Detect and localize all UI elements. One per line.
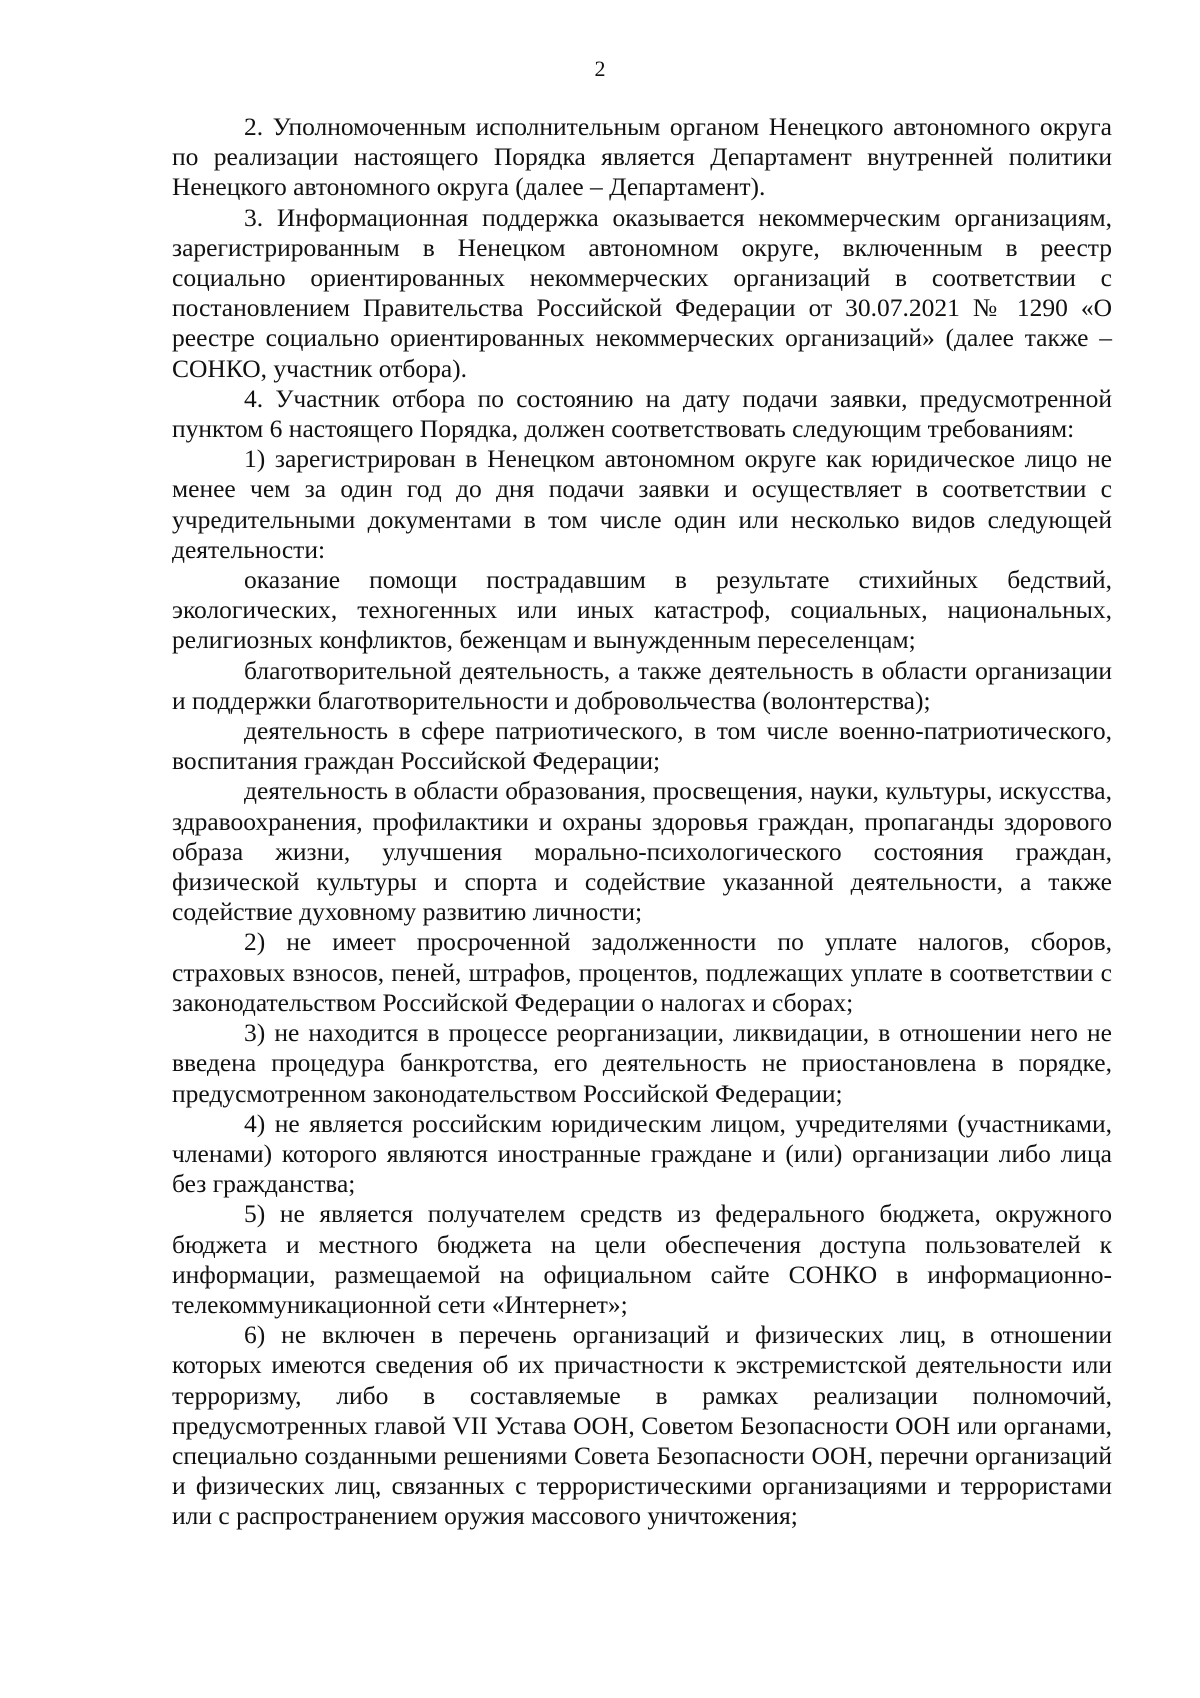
activity-charity: благотворительной деятельность, а также деятельность в области организации и поддержки благотворительности и добровольчества (волонтерства); xyxy=(172,655,1112,715)
paragraph-item-2: 2. Уполномоченным исполнительным органом Ненецкого автономного округа по реализации настоящего Порядка является Департамент внутренней политики Ненецкого автономного округа (далее – Департамент). xyxy=(172,112,1112,202)
paragraph-item-4: 4. Участник отбора по состоянию на дату подачи заявки, предусмотренной пунктом 6 настоящего Порядка, должен соответствовать следующим требованиям: xyxy=(172,383,1112,444)
subparagraph-3: 3) не находится в процессе реорганизации, ликвидации, в отношении него не введена процедура банкротства, его деятельность не приостановлена в порядке, предусмотренном законодательством Российской Федерации; xyxy=(172,1018,1112,1108)
page-number: 2 xyxy=(594,56,606,81)
document-body xyxy=(172,112,1112,1532)
subparagraph-6: 6) не включен в перечень организаций и физических лиц, в отношении которых имеются сведения об их причастности к экстремистской деятельности или терроризму, либо в составляемые в рамках реализации полномочий, предусмотренных главой VII Устава ООН, Советом Безопасности ООН или органами, специально созданными решениями Совета Безопасности ООН, перечни организаций и физических лиц, связанных с террористическими организациями и террористами или с распространением оружия массового уничтожения; xyxy=(172,1320,1112,1531)
activity-patriotic: деятельность в сфере патриотического, в том числе военно-патриотического, воспитания граждан Российской Федерации; xyxy=(172,716,1112,776)
subparagraph-4: 4) не является российским юридическим лицом, учредителями (участниками, членами) которого являются иностранные граждане и (или) организации либо лица без гражданства; xyxy=(172,1108,1112,1199)
paragraph-item-3: 3. Информационная поддержка оказывается некоммерческим организациям, зарегистрированным в Ненецком автономном округе, включенным в реестр социально ориентированных некоммерческих организаций в соответствии с постановлением Правительства Российской Федерации от 30.07.2021 № 1290 «О реестре социально ориентированных некоммерческих организаций» (далее также – СОНКО, участник отбора). xyxy=(172,202,1112,383)
subparagraph-1: 1) зарегистрирован в Ненецком автономном округе как юридическое лицо не менее чем за один год до дня подачи заявки и осуществляет в соответствии с учредительными документами в том числе один или несколько видов следующей деятельности: xyxy=(172,444,1112,564)
subparagraph-2: 2) не имеет просроченной задолженности по уплате налогов, сборов, страховых взносов, пеней, штрафов, процентов, подлежащих уплате в соответствии с законодательством Российской Федерации о налогах и сборах; xyxy=(172,927,1112,1017)
activity-disaster-relief: оказание помощи пострадавшим в результате стихийных бедствий, экологических, техногенных или иных катастроф, социальных, национальных, религиозных конфликтов, беженцам и вынужденным переселенцам; xyxy=(172,565,1112,655)
subparagraph-5: 5) не является получателем средств из федерального бюджета, окружного бюджета и местного бюджета на цели обеспечения доступа пользователей к информации, размещаемой на официальном сайте СОНКО в информационно-телекоммуникационной сети «Интернет»; xyxy=(172,1199,1112,1319)
activity-education-culture: деятельность в области образования, просвещения, науки, культуры, искусства, здравоохранения, профилактики и охраны здоровья граждан, пропаганды здорового образа жизни, улучшения морально-психологического состояния граждан, физической культуры и спорта и содействие указанной деятельности, а также содействие духовному развитию личности; xyxy=(172,776,1112,927)
